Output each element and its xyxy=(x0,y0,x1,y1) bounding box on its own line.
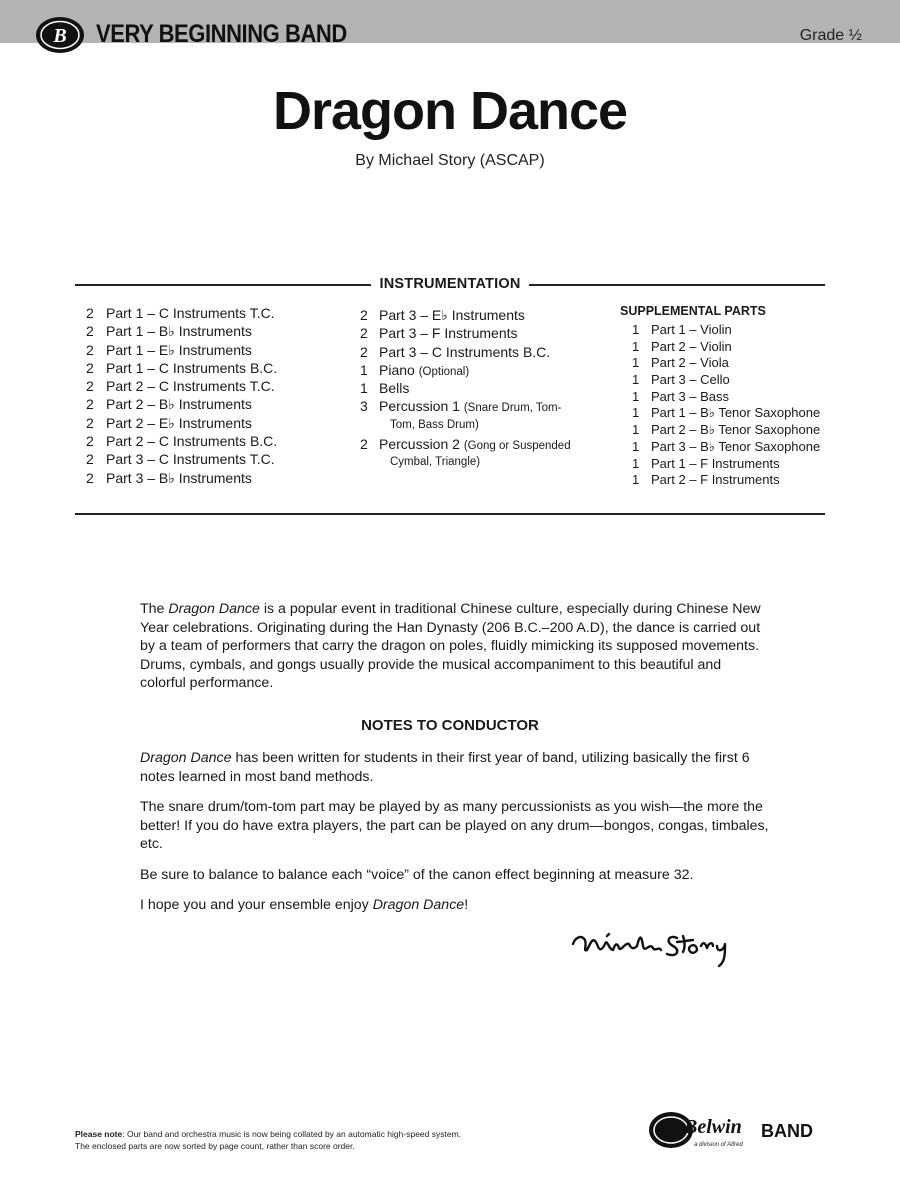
instrumentation-heading: INSTRUMENTATION xyxy=(0,276,900,292)
composer-signature xyxy=(565,920,765,970)
notes-body xyxy=(140,749,770,915)
supplemental-entry: 1 Part 3 – Bass xyxy=(632,388,730,404)
supplemental-entry: 1 Part 2 – Viola xyxy=(632,355,729,371)
part-entry: 2 Part 1 – E♭ Instruments xyxy=(86,341,252,358)
publisher-subtitle: a division of Alfred xyxy=(694,1142,743,1148)
publisher-band-label: BAND xyxy=(761,1121,813,1141)
part-entry: 2 Part 3 – F Instruments xyxy=(360,325,518,342)
grade-label: Grade ½ xyxy=(799,27,862,44)
part-entry: 2 Part 1 – B♭ Instruments xyxy=(86,323,252,340)
instrumentation-bottom-rule xyxy=(75,513,825,515)
instrumentation-column-2 xyxy=(360,306,600,470)
publisher-name: Belwin xyxy=(684,1116,742,1138)
supplemental-entry: 1 Part 1 – Violin xyxy=(632,322,732,337)
supplemental-entry: 1 Part 3 – B♭ Tenor Saxophone xyxy=(632,438,821,454)
part-entry: 2 Part 1 – C Instruments B.C. xyxy=(86,359,278,376)
supplemental-parts xyxy=(620,304,830,489)
part-entry: 2 Percussion 2 (Gong or Suspended Cymbal, Triangle) xyxy=(360,435,600,470)
supplemental-entry: 1 Part 1 – B♭ Tenor Saxophone xyxy=(632,405,821,421)
supplemental-entry: 1 Part 1 – F Instruments xyxy=(632,455,780,471)
part-note-continuation: Tom, Bass Drum) xyxy=(390,418,479,431)
part-entry: 2 Part 3 – C Instruments B.C. xyxy=(360,343,551,360)
part-entry: 2 Part 2 – B♭ Instruments xyxy=(86,396,252,413)
page-title: Dragon Dance xyxy=(272,81,628,141)
notes-heading: NOTES TO CONDUCTOR xyxy=(361,717,539,734)
part-entry: 2 Part 2 – C Instruments B.C. xyxy=(86,433,278,450)
part-entry: 3 Percussion 1 (Snare Drum, Tom- Tom, Bass Drum) xyxy=(360,397,600,432)
part-note-continuation: Cymbal, Triangle) xyxy=(390,456,481,469)
intro-paragraph: The Dragon Dance is a popular event in traditional Chinese culture, especially during Chinese New Year celebrations. Originating during the Han Dynasty (206 B.C.–200 A.D), the dance is carried out by a team of performers that carry the dragon on poles, fluidly mimicking its supposed movements. Drums, cymbals, and gongs usually provide the musical accompaniment to this beautiful and colorful performance. xyxy=(140,601,761,691)
supplemental-entry: 1 Part 2 – B♭ Tenor Saxophone xyxy=(632,422,821,438)
instrumentation-column-1 xyxy=(86,304,346,487)
notes-paragraph: Dragon Dance has been written for students in their first year of band, utilizing basically the first 6 notes learned in most band methods. xyxy=(140,750,750,785)
part-entry: 2 Part 3 – E♭ Instruments xyxy=(360,307,525,323)
part-note: (Optional) xyxy=(418,365,470,378)
part-entry: 2 Part 3 – B♭ Instruments xyxy=(86,469,252,486)
supplemental-entry: 1 Part 2 – F Instruments xyxy=(632,472,780,488)
part-note: (Gong or Suspended xyxy=(463,439,571,452)
series-title: VERY BEGINNING BAND xyxy=(96,20,347,48)
footer-note: Please note: Our band and orchestra music is now being collated by an automatic high-speed system. The enclosed parts are now sorted by page count, rather than score order. xyxy=(75,1129,462,1151)
part-note: (Snare Drum, Tom- xyxy=(463,402,562,415)
part-entry: 2 Part 2 – C Instruments T.C. xyxy=(86,378,275,395)
notes-paragraph: The snare drum/tom-tom part may be played by as many percussionists as you wish—the more the better! If you do have extra players, the part can be played on any drum—bongos, congas, timbales, etc. xyxy=(140,799,769,852)
notes-paragraph: Be sure to balance to balance each “voice” of the canon effect beginning at measure 32. xyxy=(140,866,694,883)
part-entry: 2 Part 3 – C Instruments T.C. xyxy=(86,451,275,468)
part-entry: 2 Part 1 – C Instruments T.C. xyxy=(86,305,275,321)
part-entry: 2 Part 2 – E♭ Instruments xyxy=(86,414,252,431)
supplemental-heading: SUPPLEMENTAL PARTS xyxy=(620,304,766,318)
notes-paragraph: I hope you and your ensemble enjoy Dragon Dance! xyxy=(140,897,469,913)
supplemental-entry: 1 Part 3 – Cello xyxy=(632,372,730,388)
series-logo-icon xyxy=(34,15,86,55)
composer-credit: By Michael Story (ASCAP) xyxy=(355,152,545,169)
series-logo-letter: B xyxy=(53,25,67,47)
part-entry: 1 Piano (Optional) xyxy=(360,361,470,378)
supplemental-entry: 1 Part 2 – Violin xyxy=(632,338,732,354)
part-entry: 1 Bells xyxy=(360,380,410,397)
